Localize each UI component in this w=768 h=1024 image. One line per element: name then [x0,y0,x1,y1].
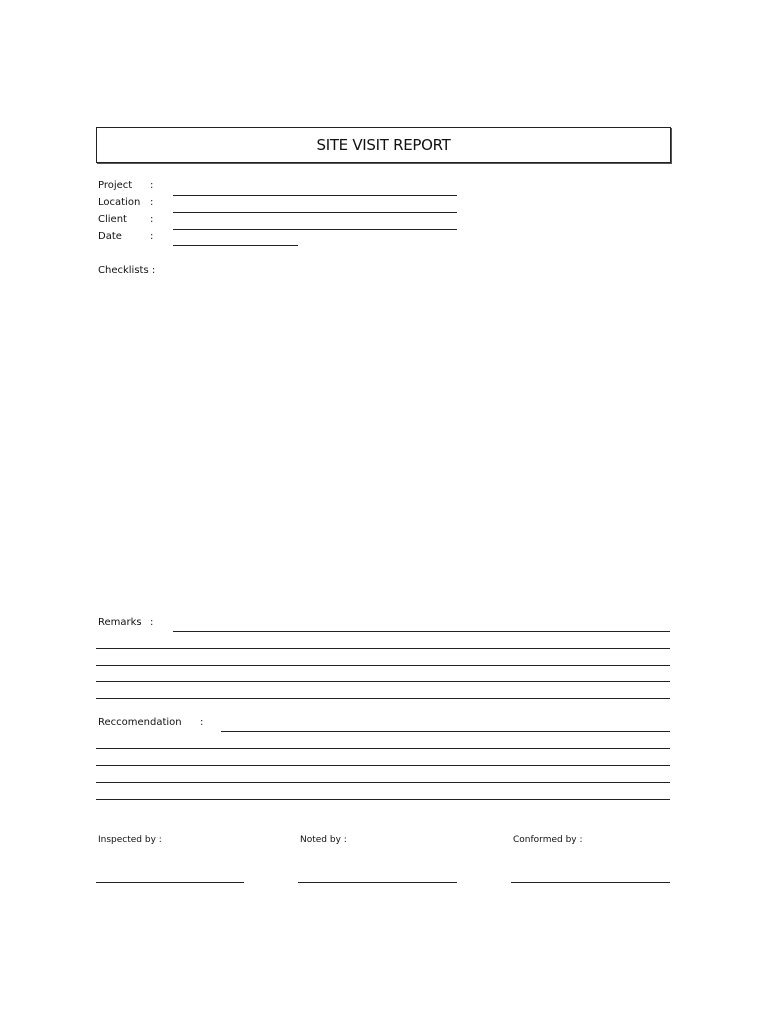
client-field-line[interactable] [173,229,457,230]
recommendation-line-3[interactable] [96,765,670,766]
recommendation-line-1[interactable] [221,731,670,732]
location-field-line[interactable] [173,212,457,213]
recommendation-line-2[interactable] [96,748,670,749]
project-field-line[interactable] [173,195,457,196]
field-colon-client: : [150,214,154,225]
field-label-project: Project [98,180,133,191]
field-colon-date: : [150,231,154,242]
remarks-label: Remarks [98,617,142,628]
remarks-line-4[interactable] [96,681,670,682]
noted-by-label: Noted by : [300,835,347,845]
recommendation-colon: : [200,717,204,728]
remarks-colon: : [150,617,154,628]
recommendation-line-5[interactable] [96,799,670,800]
field-label-client: Client [98,214,127,225]
checklists-area[interactable] [96,282,670,602]
field-colon-location: : [150,197,154,208]
remarks-line-3[interactable] [96,665,670,666]
report-title: SITE VISIT REPORT [316,136,451,154]
conformed-by-label: Conformed by : [513,835,583,845]
noted-by-signature-line[interactable] [298,882,457,883]
inspected-by-label: Inspected by : [98,835,162,845]
field-label-location: Location [98,197,141,208]
report-title-box [96,127,671,163]
remarks-line-2[interactable] [96,648,670,649]
field-label-date: Date [98,231,122,242]
conformed-by-signature-line[interactable] [511,882,670,883]
recommendation-line-4[interactable] [96,782,670,783]
field-colon-project: : [150,180,154,191]
recommendation-label: Reccomendation [98,717,182,728]
date-field-line[interactable] [173,245,298,246]
remarks-line-5[interactable] [96,698,670,699]
checklists-label: Checklists : [98,265,156,276]
inspected-by-signature-line[interactable] [96,882,244,883]
remarks-line-1[interactable] [173,631,670,632]
